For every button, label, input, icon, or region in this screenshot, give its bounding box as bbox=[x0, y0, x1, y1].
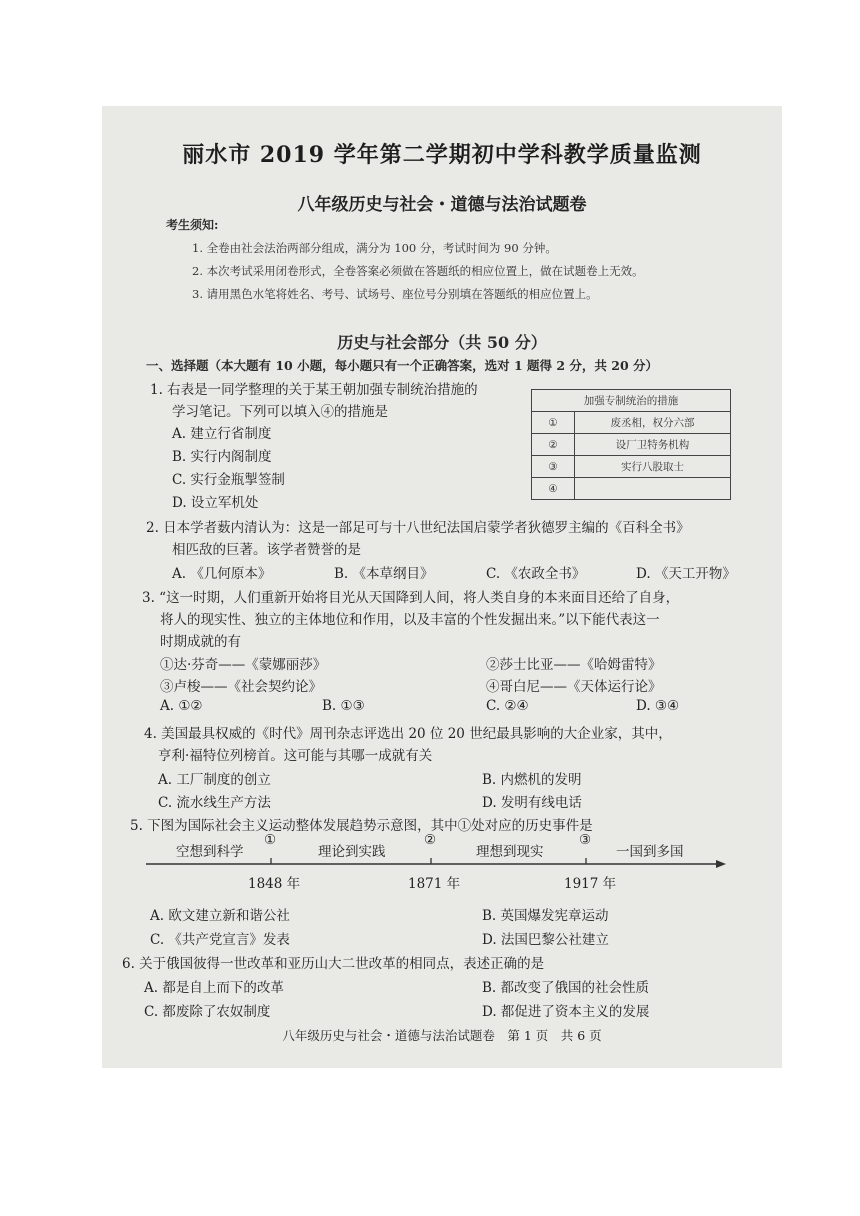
timeline-year: 1848 年 bbox=[248, 876, 301, 892]
exam-page bbox=[102, 106, 782, 1068]
timeline-stage: 一国到多国 bbox=[616, 844, 684, 860]
timeline-year: 1917 年 bbox=[564, 876, 617, 892]
option: A. 工厂制度的创立 bbox=[158, 772, 271, 788]
question-stem: 4. 美国最具权威的《时代》周刊杂志评选出 20 位 20 世纪最具影响的大企业家，其中， bbox=[144, 726, 672, 742]
option: C. 都废除了农奴制度 bbox=[144, 1004, 271, 1020]
question-stem: 5. 下图为国际社会主义运动整体发展趋势示意图，其中①处对应的历史事件是 bbox=[130, 818, 593, 834]
option: A. ①② bbox=[160, 698, 203, 714]
option: D. 都促进了资本主义的发展 bbox=[482, 1004, 650, 1020]
page-footer: 八年级历史与社会・道德与法治试题卷 第 1 页 共 6 页 bbox=[282, 1028, 602, 1043]
question-stem: 1. 右表是一同学整理的关于某王朝加强专制统治措施的 bbox=[150, 382, 478, 398]
option: B. ①③ bbox=[322, 698, 365, 714]
list-item: ④哥白尼——《天体运行论》 bbox=[486, 679, 662, 695]
question-stem: 学习笔记。下列可以填入④的措施是 bbox=[172, 404, 388, 420]
question-stem: 相匹敌的巨著。该学者赞誉的是 bbox=[172, 542, 361, 558]
option: C. 《共产党宣言》发表 bbox=[150, 932, 290, 948]
notice-item: 3. 请用黑色水笔将姓名、考号、试场号、座位号分别填在答题纸的相应位置上。 bbox=[192, 287, 598, 301]
option: D. 发明有线电话 bbox=[482, 795, 582, 811]
question-stem: 亨利·福特位列榜首。这可能与其哪一成就有关 bbox=[158, 748, 433, 764]
table-cell: ③ bbox=[532, 456, 575, 478]
question-stem: 3. “这一时期，人们重新开始将目光从天国降到人间，将人类自身的本来面目还给了自身， bbox=[142, 590, 680, 606]
table-cell: ② bbox=[532, 434, 575, 456]
timeline-stage: 理论到实践 bbox=[318, 844, 386, 860]
table-header: 加强专制统治的措施 bbox=[532, 390, 731, 412]
measures-table bbox=[531, 389, 731, 500]
table-cell: 实行八股取士 bbox=[575, 456, 731, 478]
option: C. 流水线生产方法 bbox=[158, 795, 271, 811]
question-stem: 时期成就的有 bbox=[160, 634, 241, 650]
option: A. 建立行省制度 bbox=[172, 426, 272, 442]
timeline-marker: ③ bbox=[579, 832, 592, 848]
section-heading: 历史与社会部分（共 50 分） bbox=[337, 333, 547, 352]
table-cell: ① bbox=[532, 412, 575, 434]
timeline-stage: 空想到科学 bbox=[176, 844, 244, 860]
timeline-marker: ② bbox=[424, 832, 437, 848]
question-stem: 2. 日本学者薮内清认为：这是一部足可与十八世纪法国启蒙学者狄德罗主编的《百科全书》 bbox=[146, 520, 690, 536]
option: A. 《几何原本》 bbox=[172, 566, 272, 582]
table-cell: 废丞相，权分六部 bbox=[575, 412, 731, 434]
question-stem: 将人的现实性、独立的主体地位和作用，以及丰富的个性发掘出来。”以下能代表这一 bbox=[160, 612, 660, 628]
list-item: ①达·芬奇——《蒙娜丽莎》 bbox=[160, 657, 327, 673]
table-cell bbox=[575, 478, 731, 500]
page-subtitle: 八年级历史与社会・道德与法治试题卷 bbox=[297, 195, 587, 215]
option: C. 实行金瓶掣签制 bbox=[172, 472, 285, 488]
option: B. 内燃机的发明 bbox=[482, 772, 582, 788]
option: C. ②④ bbox=[486, 698, 529, 714]
table-row bbox=[532, 412, 731, 434]
timeline-marker: ① bbox=[264, 832, 277, 848]
timeline-diagram bbox=[146, 830, 726, 900]
list-item: ③卢梭——《社会契约论》 bbox=[160, 679, 322, 695]
table-row bbox=[532, 478, 731, 500]
list-item: ②莎士比亚——《哈姆雷特》 bbox=[486, 657, 662, 673]
option: B. 都改变了俄国的社会性质 bbox=[482, 980, 650, 996]
option: B. 实行内阁制度 bbox=[172, 449, 272, 465]
notice-item: 1. 全卷由社会法治两部分组成，满分为 100 分，考试时间为 90 分钟。 bbox=[192, 241, 557, 255]
table-row bbox=[532, 434, 731, 456]
option: A. 都是自上而下的改革 bbox=[144, 980, 284, 996]
page-title: 丽水市 2019 学年第二学期初中学科教学质量监测 bbox=[182, 142, 702, 168]
timeline-stage: 理想到现实 bbox=[476, 844, 544, 860]
arrow-head-icon bbox=[716, 860, 726, 868]
option: A. 欧文建立新和谐公社 bbox=[150, 908, 290, 924]
timeline-year: 1871 年 bbox=[408, 876, 461, 892]
option: B. 英国爆发宪章运动 bbox=[482, 908, 609, 924]
table-row bbox=[532, 456, 731, 478]
option: D. 设立军机处 bbox=[172, 495, 259, 511]
option: B. 《本草纲目》 bbox=[334, 566, 434, 582]
part-heading: 一、选择题（本大题有 10 小题，每小题只有一个正确答案，选对 1 题得 2 分，共 20 分） bbox=[146, 358, 659, 373]
notice-item: 2. 本次考试采用闭卷形式，全卷答案必须做在答题纸的相应位置上，做在试题卷上无效。 bbox=[192, 264, 644, 278]
notice-heading: 考生须知: bbox=[166, 218, 219, 232]
table-cell: 设厂卫特务机构 bbox=[575, 434, 731, 456]
question-stem: 6. 关于俄国彼得一世改革和亚历山大二世改革的相同点，表述正确的是 bbox=[122, 956, 545, 972]
option: D. 法国巴黎公社建立 bbox=[482, 932, 609, 948]
table-cell: ④ bbox=[532, 478, 575, 500]
option: C. 《农政全书》 bbox=[486, 566, 586, 582]
option: D. ③④ bbox=[636, 698, 680, 714]
option: D. 《天工开物》 bbox=[636, 566, 736, 582]
